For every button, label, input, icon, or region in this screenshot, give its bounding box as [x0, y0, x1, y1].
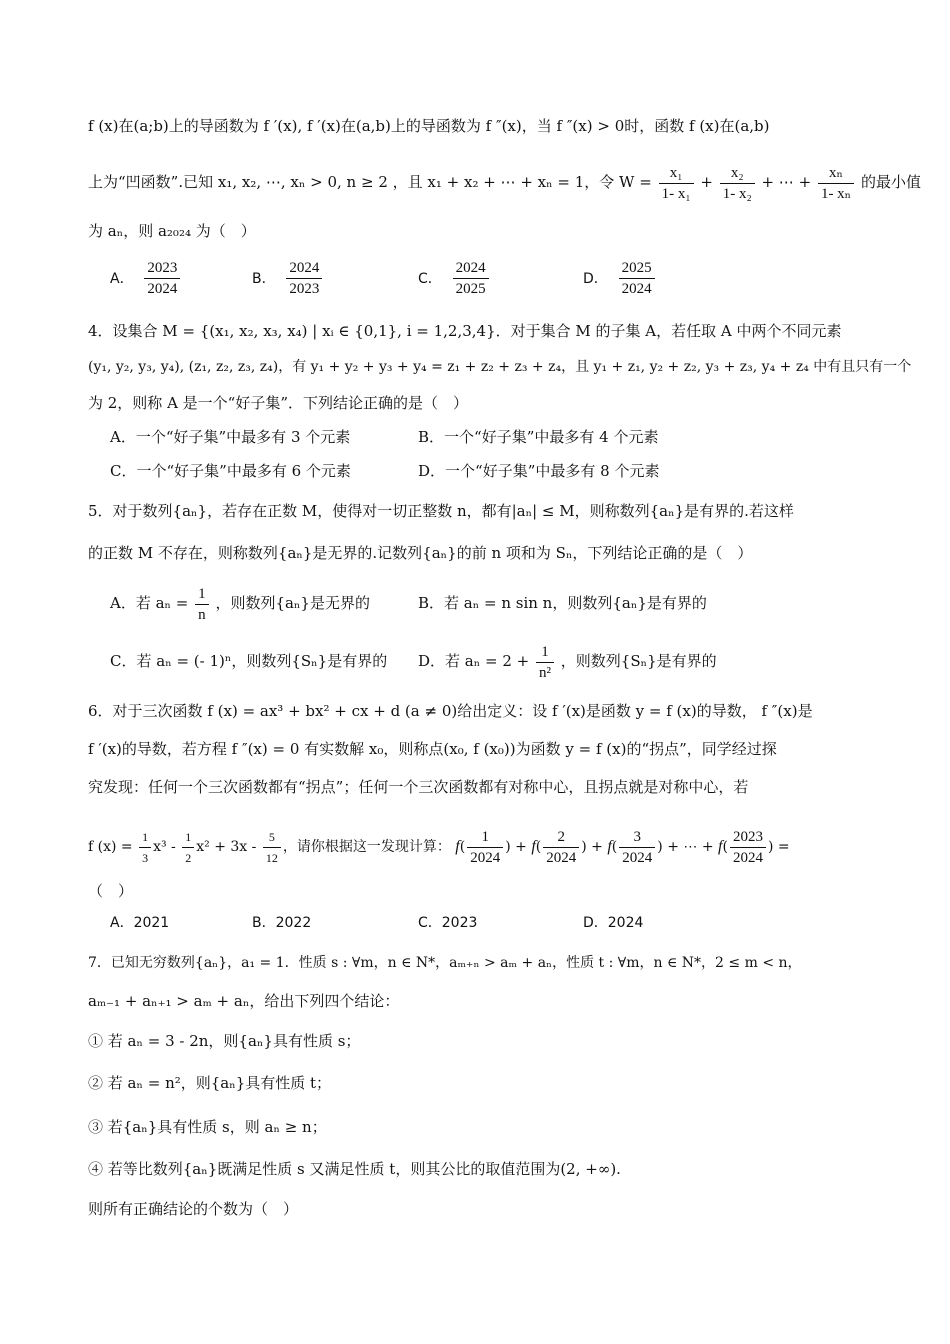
w-term-n: $\frac{\text{xₙ}}{\text{1- xₙ}}$: [818, 163, 854, 204]
w-term-1: $\frac{\text{x₁}}{\text{1- x₁}}$: [659, 163, 694, 204]
q3-line2-pre: 上为“凹函数”.已知 x₁, x₂, ⋯, xₙ > 0, n ≥ 2 ，且 x₁ + x₂ + ⋯ + xₙ = 1，令 W =: [88, 173, 652, 191]
plus-sign: +: [700, 173, 713, 191]
q6-option-d[interactable]: D．2024: [583, 915, 644, 931]
q6-line2: f ′(x)的导数，若方程 f ″(x) = 0 有实数解 x₀，则称点(x₀, f (x₀))为函数 y = f (x)的“拐点”，同学经过探: [88, 740, 777, 758]
q4-line1: 4．设集合 M = {(x₁, x₂, x₃, x₄) | xᵢ ∈ {0,1}, i = 1,2,3,4}．对于集合 M 的子集 A，若任取 A 中两个不同元素: [88, 322, 842, 340]
q4-line3: 为 2，则称 A 是一个“好子集”．下列结论正确的是（ ）: [88, 394, 469, 412]
w-term-2: $\frac{\text{x₂}}{\text{1- x₂}}$: [720, 163, 755, 204]
q4-option-a[interactable]: A．一个“好子集”中最多有 3 个元素: [110, 428, 351, 446]
q7-last-line: 则所有正确结论的个数为（ ）: [88, 1200, 299, 1218]
q6-line5: （ ）: [88, 882, 134, 900]
q6-line3: 究发现：任何一个三次函数都有“拐点”；任何一个三次函数都有对称中心，且拐点就是对称中心，若: [88, 778, 749, 796]
q5-line2: 的正数 M 不存在，则称数列{aₙ}是无界的.记数列{aₙ}的前 n 项和为 Sₙ，下列结论正确的是（ ）: [88, 544, 753, 562]
q5-line1: 5．对于数列{aₙ}，若存在正数 M，使得对一切正整数 n，都有|aₙ| ≤ M，则称数列{aₙ}是有界的.若这样: [88, 502, 794, 520]
q7-statement-3: ③ 若{aₙ}具有性质 s，则 aₙ ≥ n；: [88, 1118, 327, 1136]
q7-line1: 7．已知无穷数列{aₙ}，a₁ = 1．性质 s : ∀m，n ∈ N*，aₘ₊ₙ > aₘ + aₙ，性质 t : ∀m，n ∈ N*，2 ≤ m < n，: [88, 955, 802, 971]
q4-option-c[interactable]: C．一个“好子集”中最多有 6 个元素: [110, 462, 351, 480]
q6-option-b[interactable]: B．2022: [252, 915, 312, 931]
q3-option-a[interactable]: A． $\frac{2023}{2024}$: [110, 258, 182, 299]
q5-option-b[interactable]: B．若 aₙ = n sin n，则数列{aₙ}是有界的: [418, 594, 707, 612]
q7-line2: aₘ₋₁ + aₙ₊₁ > aₘ + aₙ，给出下列四个结论：: [88, 992, 400, 1010]
q3-line2: [88, 158, 921, 206]
q3-option-c[interactable]: C． $\frac{2024}{2025}$: [418, 258, 491, 299]
q3-line3: 为 aₙ，则 a₂₀₂₄ 为（ ）: [88, 222, 256, 240]
q7-statement-2: ② 若 aₙ = n²，则{aₙ}具有性质 t；: [88, 1074, 332, 1092]
ellipsis-plus: + ⋯ +: [761, 173, 812, 191]
q3-line1: f (x)在(a;b)上的导函数为 f ′(x), f ′(x)在(a,b)上的导函数为 f ″(x)，当 f ″(x) > 0时，函数 f (x)在(a,b): [88, 117, 770, 135]
q7-statement-4: ④ 若等比数列{aₙ}既满足性质 s 又满足性质 t，则其公比的取值范围为(2, +∞).: [88, 1160, 621, 1178]
q5-option-d[interactable]: D．若 aₙ = 2 + $\frac{1}{\text{n²}}$ ，则数列{Sₙ}是有界的: [418, 643, 717, 681]
q6-option-a[interactable]: A．2021: [110, 915, 170, 931]
q5-option-c[interactable]: C．若 aₙ = (- 1)ⁿ，则数列{Sₙ}是有界的: [110, 652, 388, 670]
q3-line2-post: 的最小值: [860, 173, 921, 191]
q6-line1: 6．对于三次函数 f (x) = ax³ + bx² + cx + d (a ≠ 0)给出定义：设 f ′(x)是函数 y = f (x)的导数， f ″(x)是: [88, 702, 813, 720]
q7-statement-1: ① 若 aₙ = 3 - 2n，则{aₙ}具有性质 s；: [88, 1032, 361, 1050]
q4-option-d[interactable]: D．一个“好子集”中最多有 8 个元素: [418, 462, 660, 480]
q6-line4: f (x) = $\frac{1}{3}$ x³ - $\frac{1}{2}$ x² + 3x - $\frac{5}{12}$ ，请你根据这一发现计算： f( $\frac{1}{2024}$ ) + f( $\frac{2}{2024}$ ) + f( $\frac{3}{2024}$ ) + ⋯ + f( $\frac{2023}{2024}$ ) =: [88, 828, 790, 866]
q4-option-b[interactable]: B．一个“好子集”中最多有 4 个元素: [418, 428, 659, 446]
q5-option-a[interactable]: A．若 aₙ = $\frac{1}{n}$ ，则数列{aₙ}是无界的: [110, 585, 370, 623]
q4-line2: (y₁, y₂, y₃, y₄), (z₁, z₂, z₃, z₄)，有 y₁ + y₂ + y₃ + y₄ = z₁ + z₂ + z₃ + z₄，且 y₁ + z₁, y₂ + z₂, y₃ + z₃, y₄ + z₄ 中有且只有一个: [88, 359, 912, 375]
q3-option-d[interactable]: D． $\frac{2025}{2024}$: [583, 258, 657, 299]
q6-option-c[interactable]: C．2023: [418, 915, 478, 931]
q3-option-b[interactable]: B． $\frac{2024}{2023}$: [252, 258, 324, 299]
